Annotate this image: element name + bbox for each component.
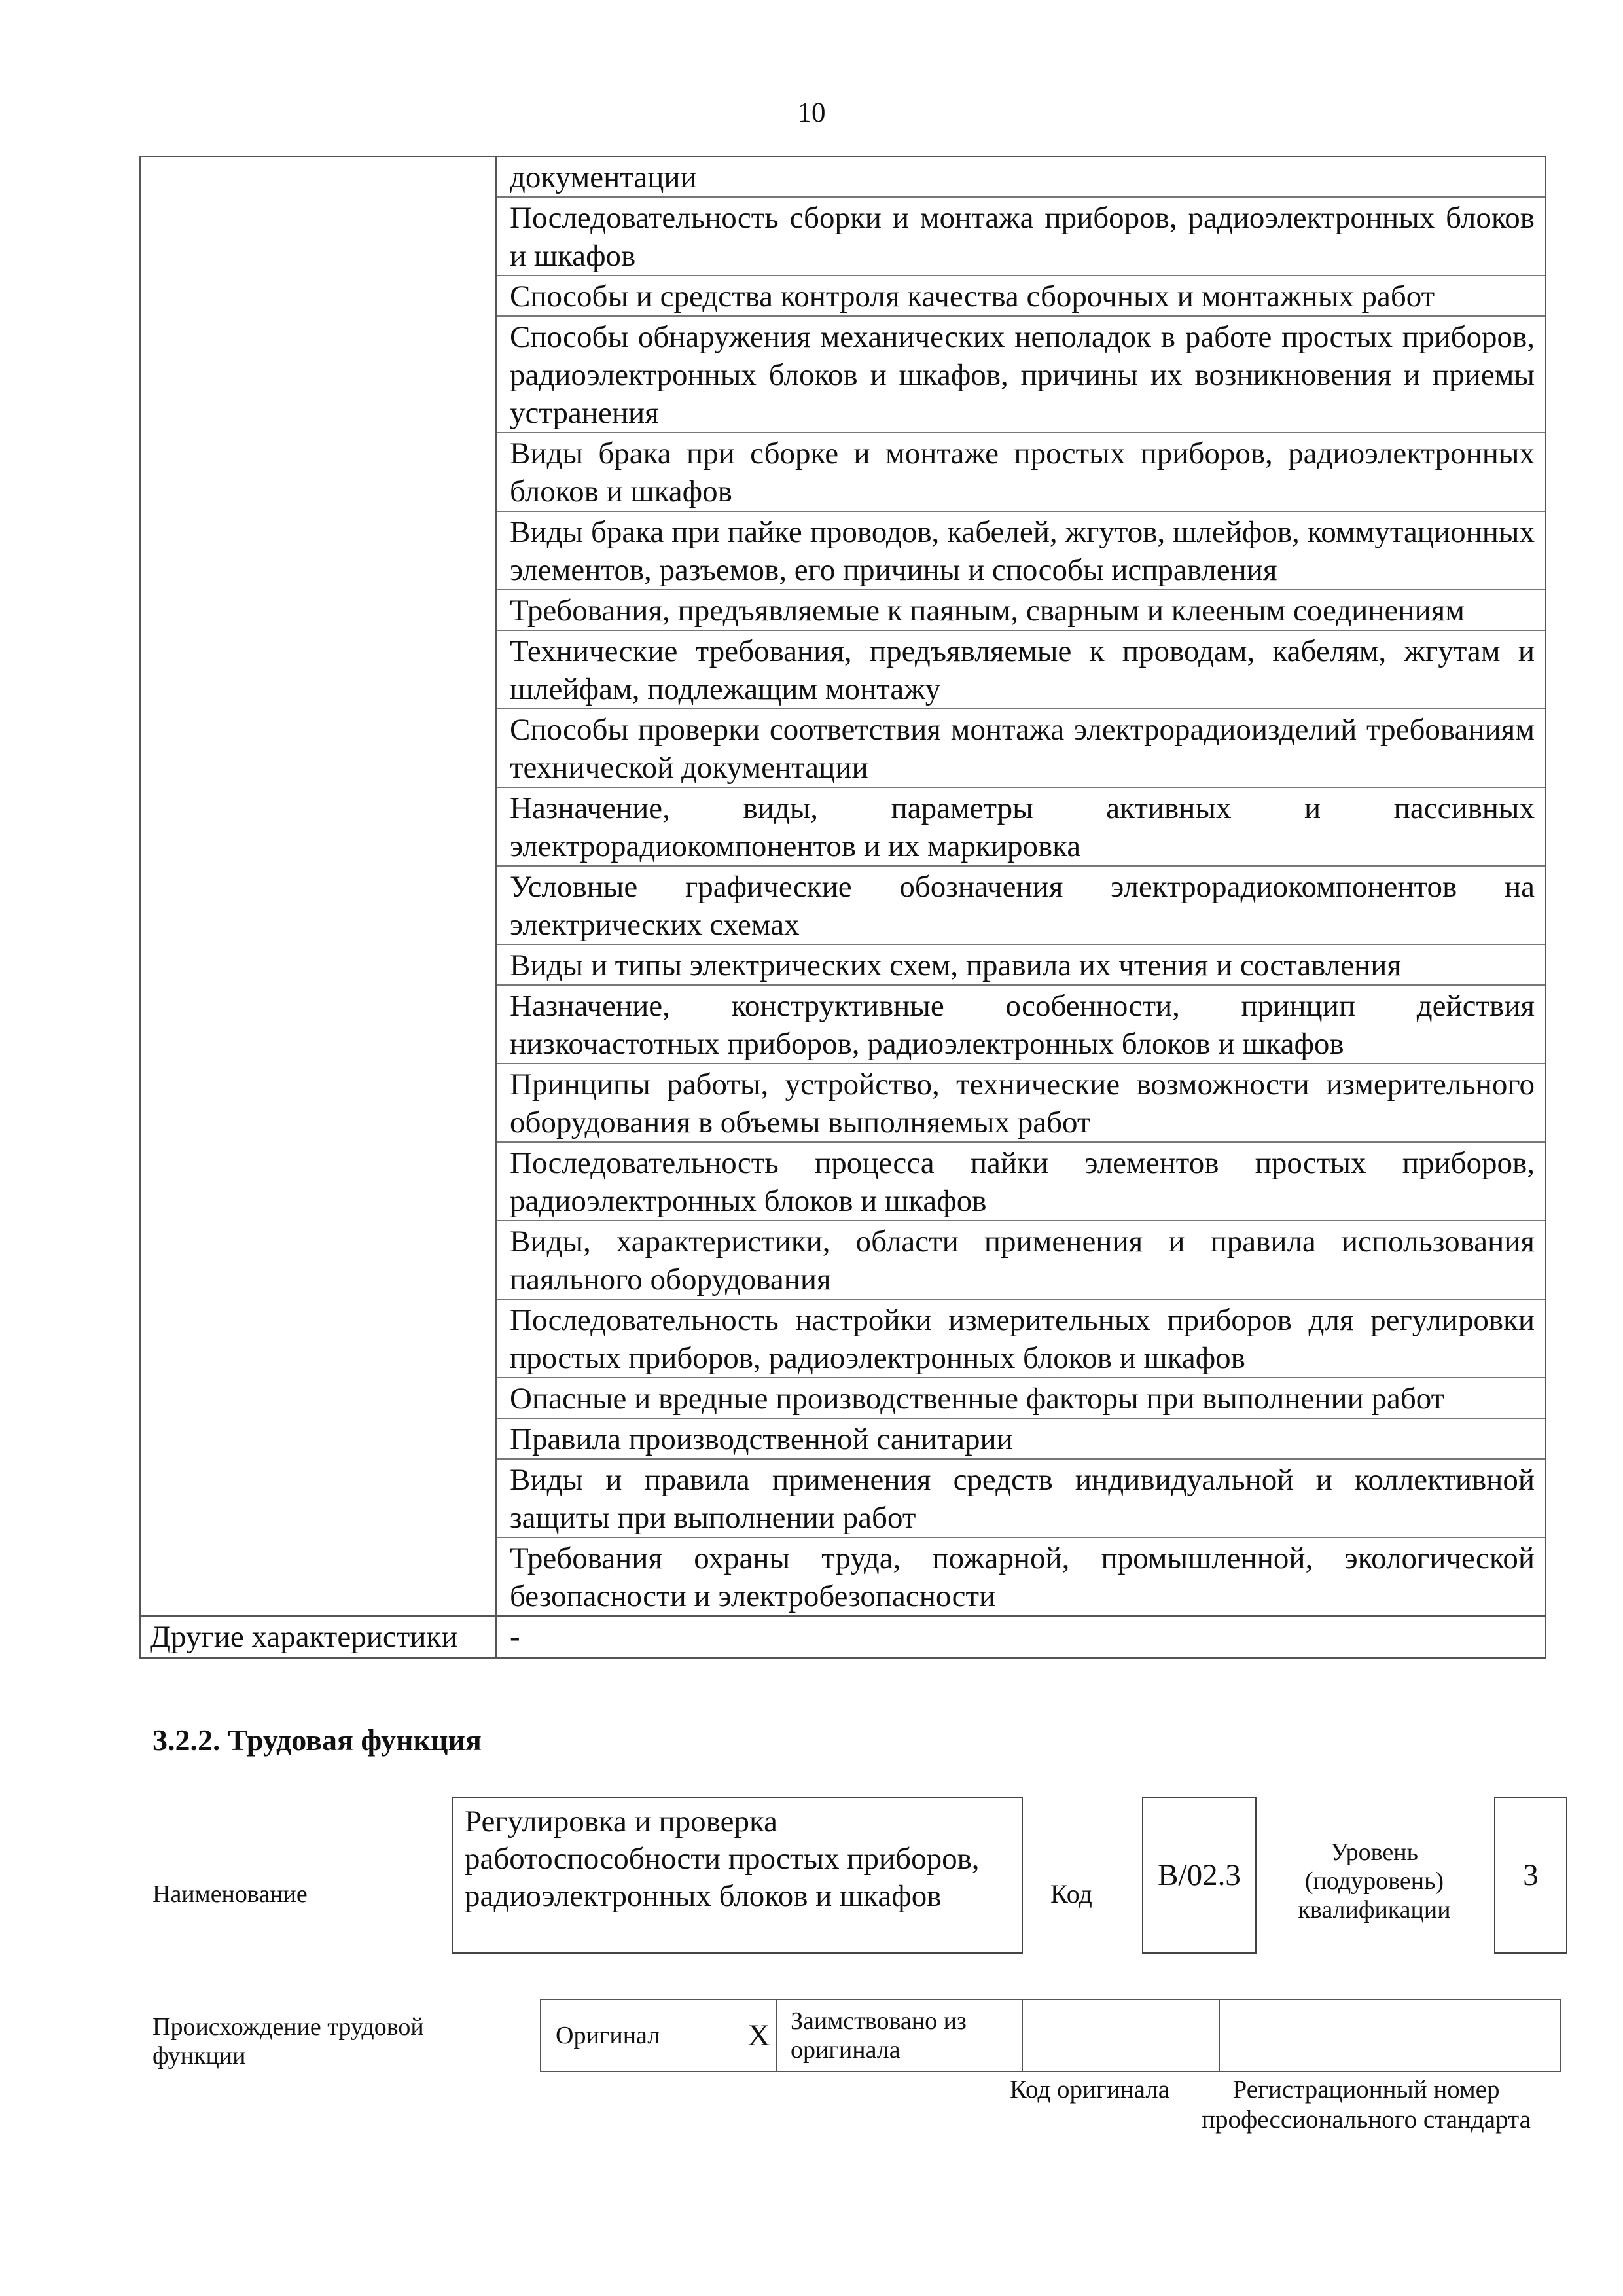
- knowledge-item: Последовательность настройки измерительных приборов для регулировки простых приборов, радиоэлектронных блоков и шкафов: [497, 1300, 1545, 1378]
- knowledge-label-cell: [140, 156, 496, 1616]
- knowledge-item: Последовательность сборки и монтажа приборов, радиоэлектронных блоков и шкафов: [497, 198, 1545, 276]
- section-heading: 3.2.2. Трудовая функция: [152, 1723, 482, 1757]
- knowledge-item: Способы и средства контроля качества сборочных и монтажных работ: [497, 276, 1545, 317]
- knowledge-item: Последовательность процесса пайки элементов простых приборов, радиоэлектронных блоков и шкафов: [497, 1143, 1545, 1221]
- original-mark: X: [741, 2000, 777, 2072]
- knowledge-item: Виды и правила применения средств индивидуальной и коллективной защиты при выполнении работ: [497, 1460, 1545, 1538]
- origin-label: Происхождение трудовой функции: [152, 2013, 424, 2070]
- knowledge-list-cell: [496, 156, 1546, 1616]
- code-label: Код: [1050, 1879, 1092, 1909]
- knowledge-item: Технические требования, предъявляемые к проводам, кабелям, жгутам и шлейфам, подлежащим монтажу: [497, 631, 1545, 709]
- level-label: Уровень (подуровень) квалификации: [1298, 1839, 1451, 1924]
- knowledge-item: Назначение, конструктивные особенности, принцип действия низкочастотных приборов, радиоэлектронных блоков и шкафов: [497, 986, 1545, 1064]
- knowledge-list: [497, 157, 1545, 1615]
- name-label: Наименование: [152, 1880, 308, 1908]
- knowledge-item: Виды брака при сборке и монтаже простых приборов, радиоэлектронных блоков и шкафов: [497, 433, 1545, 512]
- other-characteristics-row: [140, 1616, 1546, 1658]
- origin-reg-number-cell: [1219, 2000, 1560, 2072]
- knowledge-item: Требования, предъявляемые к паяным, сварным и клееным соединениям: [497, 590, 1545, 631]
- knowledge-item: Виды брака при пайке проводов, кабелей, жгутов, шлейфов, коммутационных элементов, разъемов, его причины и способы исправления: [497, 512, 1545, 590]
- knowledge-item: Способы обнаружения механических неполадок в работе простых приборов, радиоэлектронных блоков и шкафов, причины их возникновения и приемы устранения: [497, 317, 1545, 433]
- knowledge-item: Виды, характеристики, области применения и правила использования паяльного оборудования: [497, 1221, 1545, 1300]
- other-characteristics-label: Другие характеристики: [150, 1620, 458, 1654]
- page-number: 10: [797, 98, 826, 128]
- knowledge-item: Опасные и вредные производственные факторы при выполнении работ: [497, 1378, 1545, 1419]
- other-characteristics-label-cell: [140, 1616, 496, 1658]
- knowledge-item: Виды и типы электрических схем, правила их чтения и составления: [497, 945, 1545, 986]
- function-code-box: B/02.3: [1142, 1797, 1257, 1954]
- other-characteristics-value: -: [510, 1620, 520, 1654]
- knowledge-item: Правила производственной санитарии: [497, 1419, 1545, 1460]
- knowledge-item: документации: [497, 157, 1545, 198]
- knowledge-row: [140, 156, 1546, 1616]
- function-name-box: Регулировка и проверка работоспособности простых приборов, радиоэлектронных блоков и шкафов: [452, 1797, 1023, 1954]
- origin-table: [540, 1999, 1561, 2072]
- borrowed-label: Заимствовано из оригинала: [777, 2000, 1022, 2072]
- other-characteristics-value-cell: [496, 1616, 1546, 1658]
- code-origin-caption: Код оригинала: [1009, 2075, 1170, 2104]
- reg-number-caption: Регистрационный номер профессионального стандарта: [1202, 2075, 1531, 2134]
- knowledge-item: Принципы работы, устройство, технические возможности измерительного оборудования в объемы выполняемых работ: [497, 1064, 1545, 1143]
- original-label: Оригинал: [541, 2000, 741, 2072]
- knowledge-item: Способы проверки соответствия монтажа электрорадиоизделий требованиям технической документации: [497, 709, 1545, 788]
- level-value-box: 3: [1494, 1797, 1567, 1954]
- knowledge-item: Условные графические обозначения электрорадиокомпонентов на электрических схемах: [497, 867, 1545, 945]
- origin-code-cell: [1022, 2000, 1219, 2072]
- knowledge-item: Требования охраны труда, пожарной, промышленной, экологической безопасности и электробезопасности: [510, 1541, 1535, 1613]
- requirements-table: [139, 156, 1546, 1659]
- knowledge-item: Назначение, виды, параметры активных и пассивных электрорадиокомпонентов и их маркировка: [497, 788, 1545, 867]
